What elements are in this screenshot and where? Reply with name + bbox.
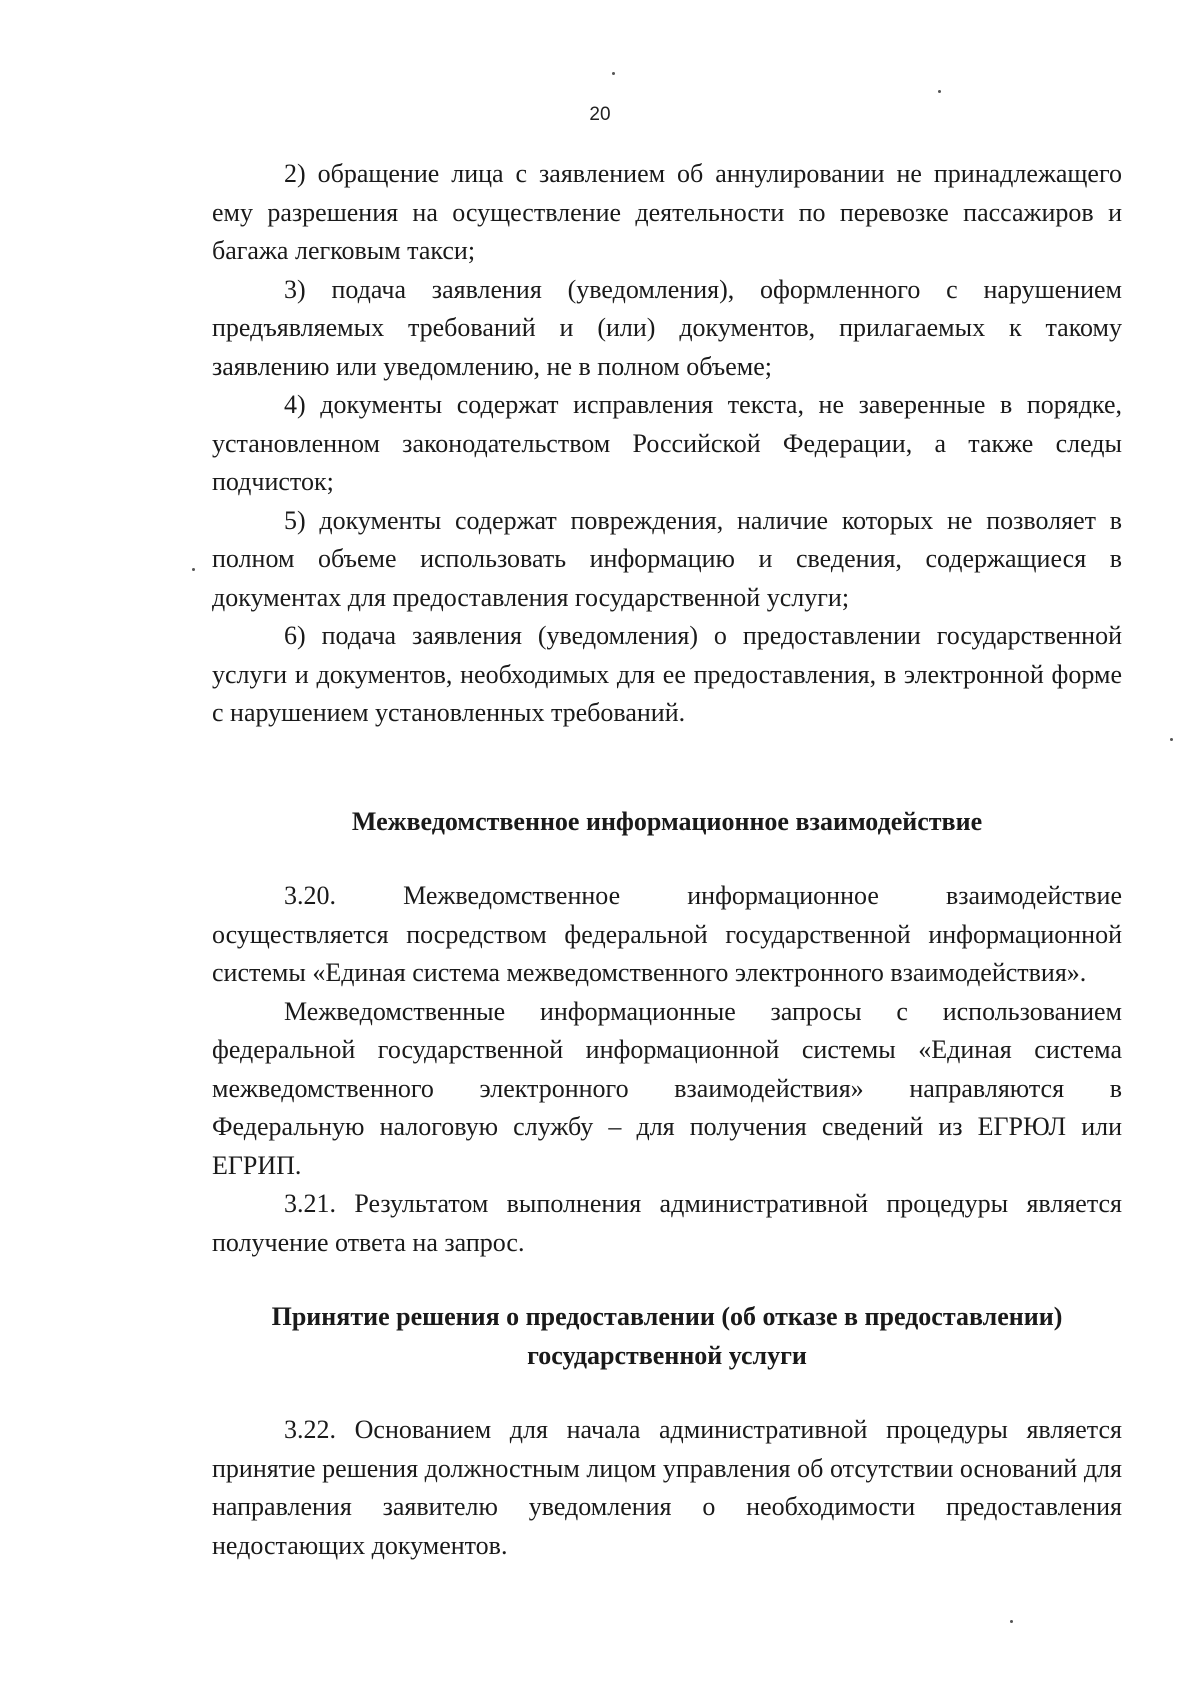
list-item: 2) обращение лица с заявлением об аннулировании не принадлежащего ему разрешения на осуществление деятельности по перевозке пассажиров и багажа легковым такси; [212,159,1122,265]
scan-speck [1170,738,1173,741]
spacer [212,1375,1122,1411]
paragraph-3-21: 3.21. Результатом выполнения административной процедуры является получение ответа на запрос. [212,1189,1122,1257]
paragraph-3-20: 3.20. Межведомственное информационное взаимодействие осуществляется посредством федеральной государственной информационной системы «Единая система межведомственного электронного взаимодействия». [212,881,1122,987]
paragraph-requests: Межведомственные информационные запросы с использованием федеральной государственной информационной системы «Единая система межведомственного электронного взаимодействия» направляются в Федеральную налоговую службу – для получения сведений из ЕГРЮЛ или ЕГРИП. [212,996,1122,1180]
paragraph-3-22: 3.22. Основанием для начала административной процедуры является принятие решения должностным лицом управления об отсутствии оснований для направления заявителю уведомления о необходимости предоставления недостающих документов. [212,1415,1122,1560]
spacer [212,841,1122,877]
page-number: 20 [589,104,611,125]
scan-speck [1010,1620,1013,1623]
section-heading-interagency: Межведомственное информационное взаимодействие [351,806,983,836]
spacer [212,1262,1122,1298]
list-item: 5) документы содержат повреждения, наличие которых не позволяет в полном объеме использовать информацию и сведения, содержащиеся в документах для предоставления государственной услуги; [212,505,1122,612]
scan-speck [612,72,615,75]
list-item: 3) подача заявления (уведомления), оформленного с нарушением предъявляемых требований и (или) документов, прилагаемых к такому заявлению или уведомлению, не в полном объеме; [212,274,1122,381]
scan-speck [192,568,195,571]
document-body [212,155,1122,1565]
list-item: 6) подача заявления (уведомления) о предоставлении государственной услуги и документов, необходимых для ее предоставления, в электронной форме с нарушением установленных требований. [212,621,1122,727]
list-item: 4) документы содержат исправления текста, не заверенные в порядке, установленном законодательством Российской Федерации, а также следы подчисток; [212,390,1122,496]
scan-speck [938,90,941,93]
section-heading-decision-line2: государственной услуги [527,1340,807,1370]
section-heading-decision-line1: Принятие решения о предоставлении (об отказе в предоставлении) [271,1302,1063,1331]
section-heading-decision [212,1298,1122,1375]
spacer [212,733,1122,803]
